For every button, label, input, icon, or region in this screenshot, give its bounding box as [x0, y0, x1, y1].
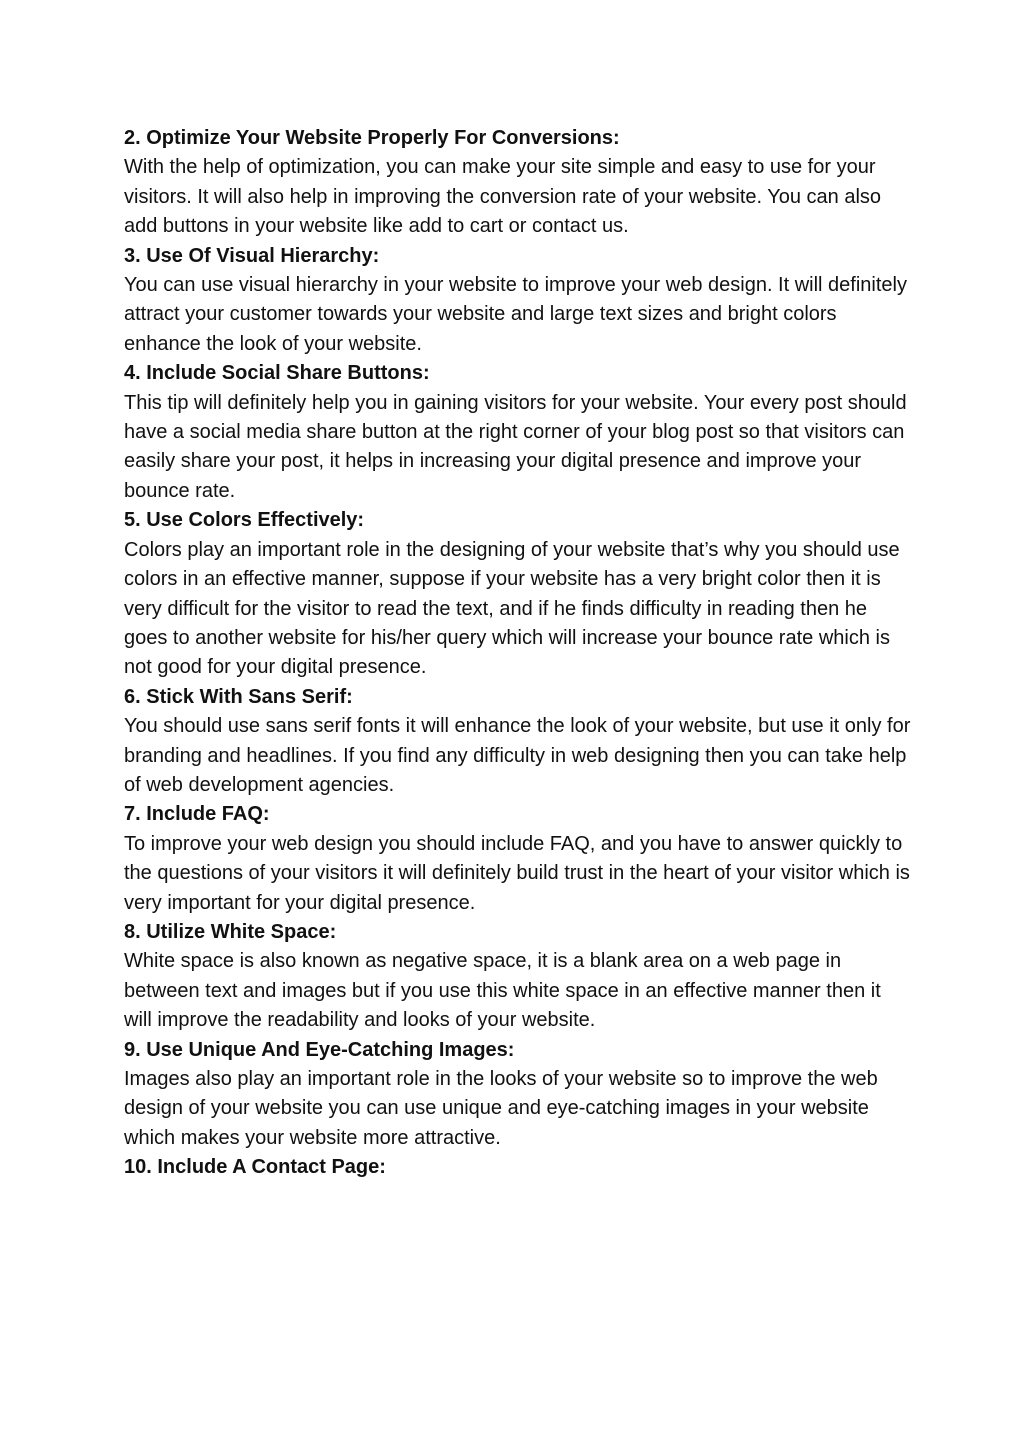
section-heading: 7. Include FAQ: — [124, 803, 270, 826]
section-heading: 5. Use Colors Effectively: — [124, 509, 365, 532]
section-body: With the help of optimization, you can make your site simple and easy to use for your visitors. It will also help in improving the conversion rate of your website. You can also add buttons in your website like add to cart or contact us. — [124, 156, 882, 238]
section-heading: 9. Use Unique And Eye-Catching Images: — [124, 1038, 515, 1061]
section-faq — [124, 800, 914, 918]
section-body: Images also play an important role in the looks of your website so to improve the web design of your website you can use unique and eye-catching images in your website which makes your website more attractive. — [124, 1068, 878, 1149]
section-sans-serif — [124, 683, 914, 801]
section-heading: 6. Stick With Sans Serif: — [124, 685, 353, 708]
section-body: You can use visual hierarchy in your website to improve your web design. It will definitely attract your customer towards your website and large text sizes and bright colors enhance the look of your website. — [124, 274, 907, 355]
section-heading: 8. Utilize White Space: — [124, 920, 337, 943]
section-body: You should use sans serif fonts it will enhance the look of your website, but use it only for branding and headlines. If you find any difficulty in web designing then you can take help of web development agencies. — [124, 715, 911, 796]
section-visual-hierarchy — [124, 242, 914, 360]
section-heading: 4. Include Social Share Buttons: — [124, 362, 430, 385]
section-body: White space is also known as negative space, it is a blank area on a web page in between text and images but if you use this white space in an effective manner then it will improve the readability and looks of your website. — [124, 950, 881, 1032]
section-colors — [124, 506, 914, 682]
section-contact-page — [124, 1153, 914, 1182]
section-white-space — [124, 918, 914, 1036]
section-optimize-conversions — [124, 124, 914, 242]
document-page — [124, 124, 914, 1183]
section-images — [124, 1036, 914, 1154]
section-heading: 10. Include A Contact Page: — [124, 1156, 386, 1179]
section-heading: 2. Optimize Your Website Properly For Conversions: — [124, 127, 620, 149]
section-social-share — [124, 359, 914, 506]
section-body: Colors play an important role in the designing of your website that’s why you should use colors in an effective manner, suppose if your website has a very bright color then it is very difficult for the visitor to read the text, and if he finds difficulty in reading then he goes to another website for his/her query which will increase your bounce rate which is not good for your digital presence. — [124, 538, 900, 679]
section-body: This tip will definitely help you in gaining visitors for your website. Your every post should have a social media share button at the right corner of your blog post so that visitors can easily share your post, it helps in increasing your digital presence and improve your bounce rate. — [124, 391, 907, 502]
section-heading: 3. Use Of Visual Hierarchy: — [124, 244, 380, 267]
section-body: To improve your web design you should include FAQ, and you have to answer quickly to the questions of your visitors it will definitely build trust in the heart of your visitor which is very important for your digital presence. — [124, 832, 910, 914]
